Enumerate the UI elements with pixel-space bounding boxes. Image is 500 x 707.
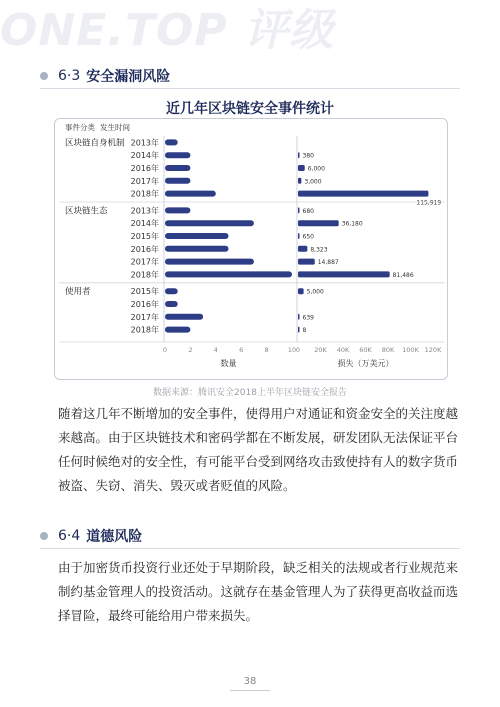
year-label: 2018年: [130, 189, 159, 199]
loss-bar: [298, 327, 300, 333]
loss-data-label: 680: [302, 207, 314, 215]
group-label: 区块链生态: [65, 206, 108, 217]
year-label: 2014年: [130, 151, 159, 161]
loss-bar: [298, 271, 390, 277]
loss-bar: [298, 288, 304, 294]
loss-data-label: 8: [302, 327, 307, 335]
loss-data-label: 14,887: [317, 259, 339, 267]
count-bar: [165, 301, 178, 307]
count-bar: [165, 220, 254, 226]
count-bar: [165, 139, 178, 145]
count-axis-title: 数量: [220, 359, 237, 368]
count-tick-label: 2: [188, 346, 193, 354]
watermark: ONE.TOP 评级: [0, 5, 334, 56]
year-label: 2018年: [130, 325, 159, 335]
loss-axis-title: 损失（万美元）: [337, 359, 394, 368]
count-bar: [165, 233, 229, 239]
count-tick-label: 8: [264, 346, 269, 354]
year-label: 2014年: [130, 219, 159, 229]
loss-data-label: 639: [302, 314, 314, 322]
count-bar: [165, 327, 190, 333]
page-number-underline: [230, 690, 270, 691]
bullet-dot-icon: [40, 532, 48, 540]
loss-bar: [298, 152, 300, 158]
count-bar: [165, 165, 190, 171]
count-bar: [165, 207, 190, 213]
loss-data-label: 5,000: [306, 288, 324, 296]
count-bar: [165, 191, 216, 197]
loss-bar: [298, 178, 301, 184]
paragraph-line: 被盗、失窃、消失、毁灭或者贬值的风险。: [58, 478, 296, 493]
section-title: 道德风险: [86, 529, 143, 545]
count-bar: [165, 314, 203, 320]
loss-bar: [298, 220, 339, 226]
paragraph-line: 随着这几年不断增加的安全事件，使得用户对通证和资金安全的关注度越: [58, 406, 459, 421]
count-tick-label: 10: [287, 346, 297, 354]
loss-bar: [298, 314, 300, 320]
count-bar: [165, 152, 190, 158]
loss-data-label: 3,000: [304, 178, 322, 186]
group-label: 使用者: [65, 287, 91, 298]
count-bar: [165, 288, 178, 294]
loss-tick-label: 20K: [314, 346, 327, 354]
chart-frame: [54, 118, 448, 380]
loss-data-label: 81,486: [392, 271, 414, 279]
paragraph-ethics: [58, 556, 458, 628]
header-time: 发生时间: [100, 123, 130, 132]
year-label: 2015年: [130, 287, 159, 297]
group-label: 区块链自身机制: [65, 138, 125, 149]
chart-title: 近几年区块链安全事件统计: [166, 101, 334, 117]
loss-bar: [298, 191, 428, 197]
loss-tick-label: 100K: [402, 346, 419, 354]
count-bar: [165, 178, 190, 184]
count-tick-label: 6: [239, 346, 244, 354]
loss-bar: [298, 259, 315, 265]
loss-bar: [298, 207, 300, 213]
loss-tick-label: 80K: [381, 346, 395, 354]
section-number: 6·3: [58, 68, 81, 84]
count-tick-label: 4: [213, 346, 218, 354]
year-label: 2017年: [130, 257, 159, 267]
section-heading-6-4: [40, 526, 142, 546]
paragraph-line: 择冒险，最终可能给用户带来损失。: [58, 608, 259, 623]
count-bar: [165, 259, 254, 265]
loss-tick-label: 60K: [359, 346, 372, 354]
bullet-dot-icon: [40, 72, 48, 80]
paragraph-line: 任何时候绝对的安全性，有可能平台受到网络攻击致使持有人的数字货币: [58, 454, 459, 469]
section-title: 安全漏洞风险: [86, 69, 171, 85]
loss-data-label: 380: [302, 152, 314, 160]
year-label: 2016年: [130, 244, 159, 254]
year-label: 2015年: [130, 232, 159, 241]
loss-data-label: 36,180: [341, 220, 363, 228]
section-divider: [40, 88, 460, 89]
header-category: 事件分类: [65, 123, 95, 132]
year-label: 2013年: [130, 138, 159, 148]
loss-tick-label: 40K: [336, 346, 350, 354]
paragraph-line: 来越高。由于区块链技术和密码学都在不断发展，研发团队无法保证平台: [58, 430, 459, 445]
year-label: 2017年: [130, 176, 159, 186]
security-events-chart: [55, 119, 449, 381]
loss-data-label: 115,919: [416, 199, 442, 207]
year-label: 2018年: [130, 270, 159, 280]
section-number: 6·4: [58, 528, 81, 544]
page-number: 38: [243, 676, 257, 687]
section-divider: [40, 548, 460, 549]
year-label: 2016年: [130, 300, 159, 309]
count-bar: [165, 246, 229, 252]
loss-data-label: 6,000: [307, 165, 325, 173]
chart-source: 数据来源：腾讯安全2018上半年区块链安全报告: [153, 388, 347, 398]
loss-tick-label: 120K: [424, 346, 442, 354]
paragraph-line: 制约基金管理人的投资活动。这就存在基金管理人为了获得更高收益而选: [58, 584, 459, 599]
year-label: 2013年: [130, 206, 159, 216]
loss-bar: [298, 165, 305, 171]
paragraph-security: [58, 402, 458, 498]
paragraph-line: 由于加密货币投资行业还处于早期阶段，缺乏相关的法规或者行业规范来: [58, 560, 459, 575]
loss-data-label: 8,323: [310, 246, 328, 254]
loss-bar: [298, 233, 300, 239]
count-bar: [165, 271, 292, 277]
loss-bar: [298, 246, 307, 252]
year-label: 2016年: [130, 164, 159, 173]
count-tick-label: 0: [162, 346, 168, 354]
section-heading-6-3: [40, 66, 170, 86]
year-label: 2017年: [130, 312, 159, 322]
loss-data-label: 650: [302, 233, 314, 241]
loss-tick-label: 0: [295, 346, 301, 354]
